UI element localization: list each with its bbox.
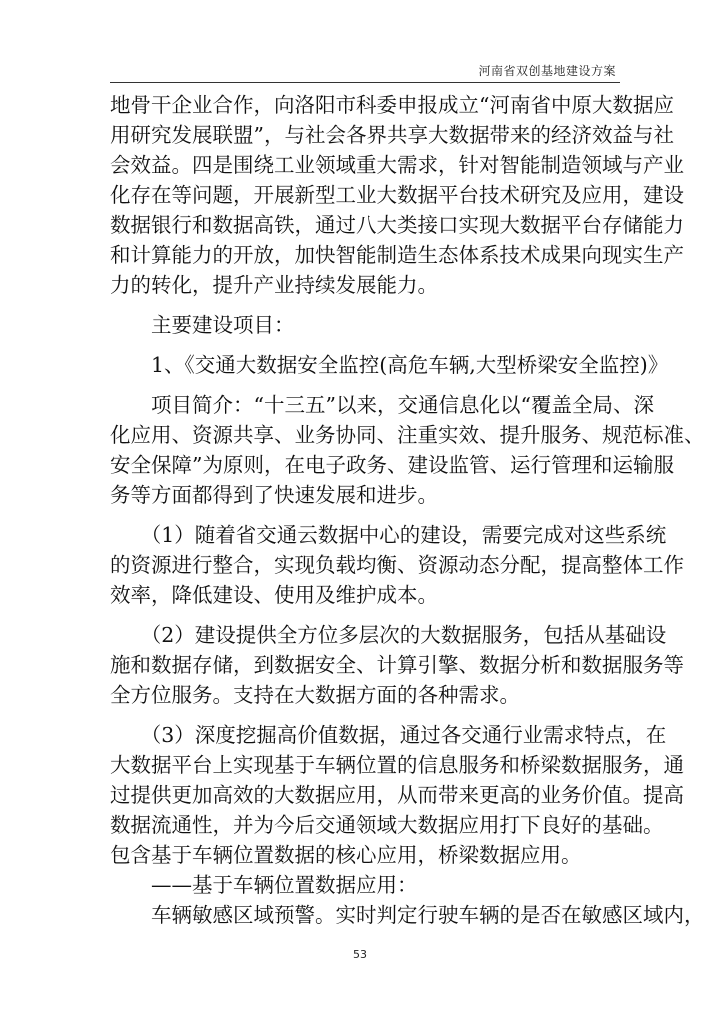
text-line: 安全保障”为原则，在电子政务、建设监管、运行管理和运输服 xyxy=(110,453,674,477)
text-line: 的资源进行整合，实现负载均衡、资源动态分配，提高整体工作 xyxy=(110,553,684,577)
text-line: 会效益。四是围绕工业领域重大需求，针对智能制造领域与产业 xyxy=(110,153,684,177)
page-header xyxy=(110,60,620,83)
text-line: ——基于车辆位置数据应用： xyxy=(110,873,418,897)
page-number: 53 xyxy=(353,948,367,961)
text-line: 车辆敏感区域预警。实时判定行驶车辆的是否在敏感区域内， xyxy=(110,903,705,927)
project-title: 1、《交通大数据安全监控(高危车辆,大型桥梁安全监控)》 xyxy=(110,353,669,377)
document-body xyxy=(110,90,705,930)
text-line: （2）建设提供全方位多层次的大数据服务，包括从基础设 xyxy=(110,623,667,647)
text-line: 化应用、资源共享、业务协同、注重实效、提升服务、规范标准、 xyxy=(110,423,705,447)
text-line: 数据银行和数据高铁，通过八大类接口实现大数据平台存储能力 xyxy=(110,213,684,237)
text-line: 和计算能力的开放，加快智能制造生态体系技术成果向现实生产 xyxy=(110,243,684,267)
text-line: （3）深度挖掘高价值数据，通过各交通行业需求特点，在 xyxy=(110,723,667,747)
text-line: （1）随着省交通云数据中心的建设，需要完成对这些系统 xyxy=(110,523,667,547)
text-line: 全方位服务。支持在大数据方面的各种需求。 xyxy=(110,683,520,707)
text-line: 大数据平台上实现基于车辆位置的信息服务和桥梁数据服务，通 xyxy=(110,753,684,777)
text-line: 效率，降低建设、使用及维护成本。 xyxy=(110,583,438,607)
text-line: 化存在等问题，开展新型工业大数据平台技术研究及应用，建设 xyxy=(110,183,684,207)
text-line: 包含基于车辆位置数据的核心应用，桥梁数据应用。 xyxy=(110,843,582,867)
text-line: 过提供更加高效的大数据应用，从而带来更高的业务价值。提高 xyxy=(110,783,684,807)
text-line: 数据流通性，并为今后交通领域大数据应用打下良好的基础。 xyxy=(110,813,664,837)
section-heading: 主要建设项目： xyxy=(110,313,295,337)
header-title: 河南省双创基地建设方案 xyxy=(478,64,616,78)
text-line: 项目简介：“十三五”以来，交通信息化以“覆盖全局、深 xyxy=(110,393,654,417)
text-line: 力的转化，提升产业持续发展能力。 xyxy=(110,273,438,297)
text-line: 务等方面都得到了快速发展和进步。 xyxy=(110,483,438,507)
text-line: 地骨干企业合作，向洛阳市科委申报成立“河南省中原大数据应 xyxy=(110,93,674,117)
text-line: 用研究发展联盟”，与社会各界共享大数据带来的经济效益与社 xyxy=(110,123,674,147)
text-line: 施和数据存储，到数据安全、计算引擎、数据分析和数据服务等 xyxy=(110,653,684,677)
